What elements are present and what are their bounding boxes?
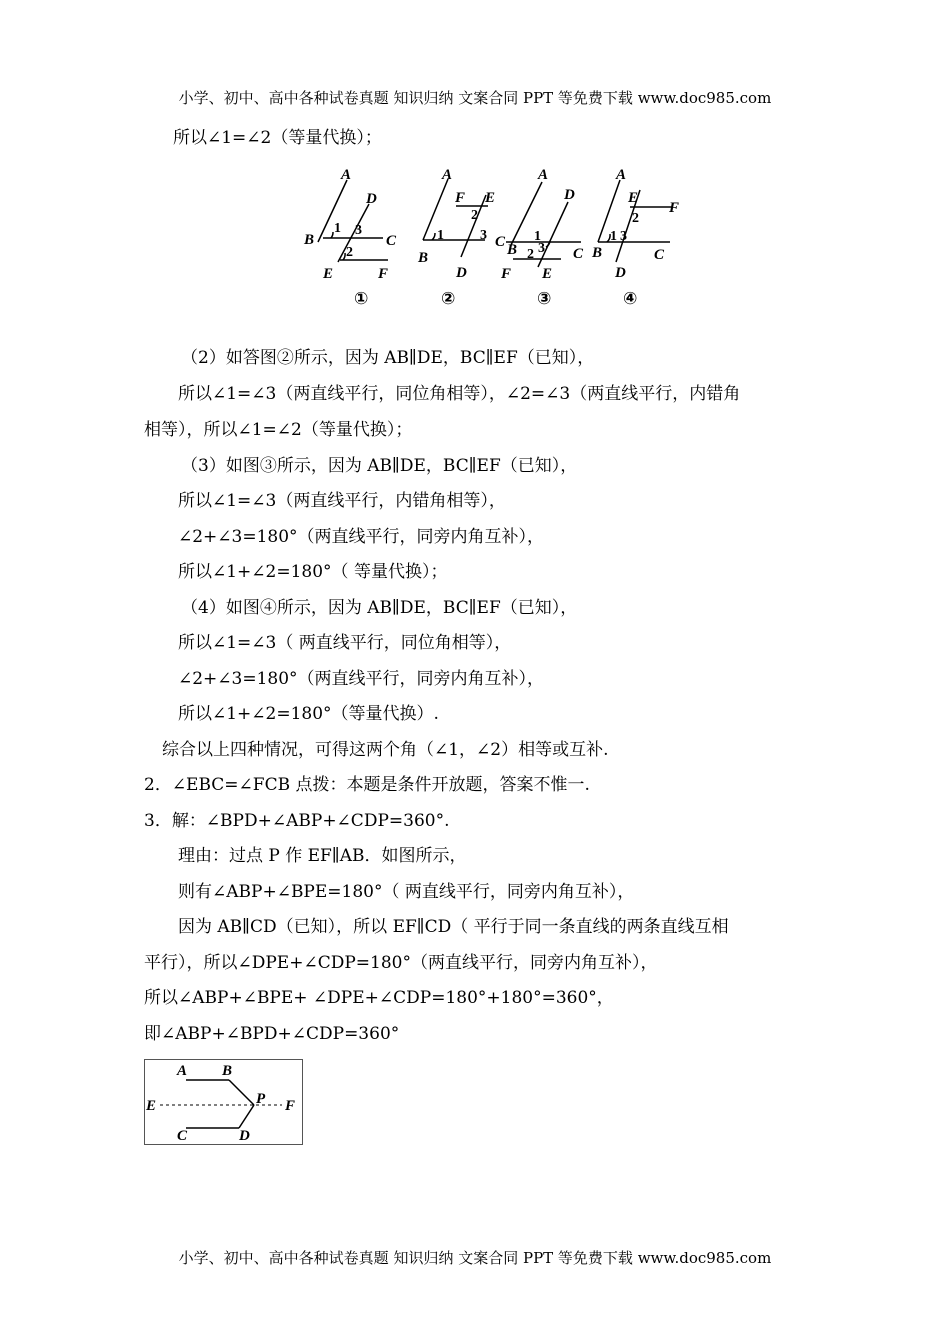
text-line: 3．解：∠BPD+∠ABP+∠CDP=360°.	[144, 811, 450, 831]
label-A: A	[341, 167, 352, 183]
angle-3: 3	[355, 223, 362, 238]
label-C: C	[654, 247, 665, 263]
label-D: D	[366, 191, 377, 207]
text-line: 所以∠1+∠2=180°（ 等量代换）；	[178, 562, 448, 582]
text-line: 所以∠ABP+∠BPE+ ∠DPE+∠CDP=180°+180°=360°，	[144, 988, 614, 1008]
label-F: F	[378, 266, 389, 282]
angle-3: 3	[480, 228, 487, 243]
angle-1: 1	[334, 221, 341, 236]
page-footer: 小学、初中、高中各种试卷真题 知识归纳 文案合同 PPT 等免费下载 www.doc985.com	[178, 1249, 772, 1267]
text-line: 所以∠1=∠2（等量代换）；	[173, 128, 382, 148]
angle-3: 3	[620, 229, 627, 244]
label-C: C	[495, 234, 506, 250]
text-line: 所以∠1+∠2=180°（等量代换）.	[178, 704, 439, 724]
angle-2: 2	[632, 211, 639, 226]
caption-2: ②	[441, 289, 456, 309]
label-B: B	[592, 245, 603, 261]
angle-1: 1	[534, 229, 541, 244]
label-B: B	[222, 1063, 233, 1079]
text-line: 所以∠1=∠3（两直线平行，同位角相等），∠2=∠3（两直线平行，内错角	[178, 384, 741, 404]
label-E: E	[628, 190, 639, 206]
label-C: C	[573, 246, 584, 262]
label-D: D	[615, 265, 626, 281]
label-P: P	[256, 1091, 266, 1107]
label-F: F	[285, 1098, 296, 1114]
text-line: 所以∠1=∠3（ 两直线平行，同位角相等），	[178, 633, 512, 653]
text-line: 平行），所以∠DPE+∠CDP=180°（两直线平行，同旁内角互补），	[144, 953, 658, 973]
caption-1: ①	[354, 289, 369, 309]
label-D: D	[239, 1128, 250, 1144]
angle-3: 3	[538, 241, 545, 256]
label-A: A	[442, 167, 453, 183]
label-C: C	[386, 233, 397, 249]
label-E: E	[146, 1098, 157, 1114]
text-line: 则有∠ABP+∠BPE=180°（ 两直线平行，同旁内角互补），	[178, 882, 635, 902]
label-A: A	[616, 167, 627, 183]
label-B: B	[304, 232, 315, 248]
angle-1: 1	[437, 228, 444, 243]
text-line: （3）如图③所示，因为 AB∥DE，BC∥EF（已知），	[181, 456, 578, 476]
label-F: F	[501, 266, 512, 282]
caption-4: ④	[623, 289, 638, 309]
label-B: B	[507, 242, 518, 258]
text-line: 因为 AB∥CD（已知），所以 EF∥CD（ 平行于同一条直线的两条直线互相	[178, 917, 729, 937]
label-B: B	[418, 250, 429, 266]
label-C: C	[177, 1128, 188, 1144]
text-line: ∠2+∠3=180°（两直线平行，同旁内角互补），	[178, 669, 545, 689]
text-line: 相等），所以∠1=∠2（等量代换）；	[144, 420, 413, 440]
label-A: A	[177, 1063, 188, 1079]
angle-1: 1	[610, 229, 617, 244]
text-line: （2）如答图②所示，因为 AB∥DE，BC∥EF（已知），	[181, 348, 595, 368]
caption-3: ③	[537, 289, 552, 309]
label-D: D	[456, 265, 467, 281]
angle-2: 2	[527, 247, 534, 262]
label-E: E	[323, 266, 334, 282]
label-A: A	[538, 167, 549, 183]
text-line: 所以∠1=∠3（两直线平行，内错角相等），	[178, 491, 506, 511]
angle-2: 2	[471, 208, 478, 223]
parallel-lines-figure	[298, 162, 698, 312]
angle-2: 2	[346, 245, 353, 260]
text-line: 综合以上四种情况，可得这两个角（∠1，∠2）相等或互补.	[162, 740, 609, 760]
text-line: 理由：过点 P 作 EF∥AB．如图所示，	[178, 846, 467, 866]
label-E: E	[542, 266, 553, 282]
label-E: E	[485, 190, 496, 206]
label-F: F	[669, 200, 680, 216]
label-D: D	[564, 187, 575, 203]
text-line: 即∠ABP+∠BPD+∠CDP=360°	[144, 1024, 400, 1044]
label-F: F	[455, 190, 466, 206]
bent-line-figure	[144, 1059, 304, 1146]
page-header: 小学、初中、高中各种试卷真题 知识归纳 文案合同 PPT 等免费下载 www.doc985.com	[178, 89, 772, 107]
text-line: 2．∠EBC=∠FCB 点拨：本题是条件开放题，答案不惟一.	[144, 775, 590, 795]
text-line: ∠2+∠3=180°（两直线平行，同旁内角互补），	[178, 527, 545, 547]
text-line: （4）如图④所示，因为 AB∥DE，BC∥EF（已知），	[181, 598, 578, 618]
